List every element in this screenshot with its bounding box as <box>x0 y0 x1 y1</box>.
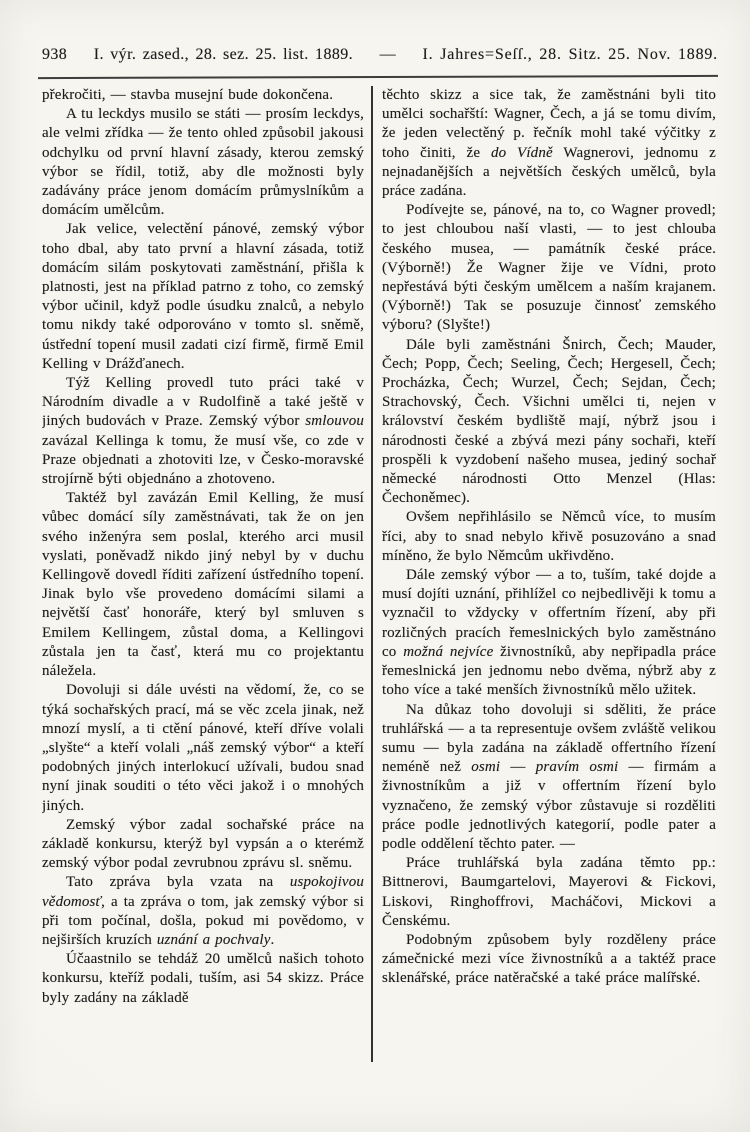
emphasized-text: pravím osmi <box>535 759 619 776</box>
paragraph <box>42 374 364 489</box>
emphasized-text: osmi <box>471 759 501 776</box>
paragraph <box>382 86 716 201</box>
text-run: Dále byli zaměstnáni Šnirch, Čech; Mauder, Čech; Popp, Čech; Seeling, Čech; Hergesell, Čech; Procházka, Čech; Wurzel, Čech; Sejdan, Čech; Strachovský, Čech. Všichni umělci ti, nejen v království českém bydliště mají, nýbrž jsou i národnosti české a zbývá mezi pány sochaři, kteří prospěli k vyzdobení našeho musea, jediný sochař německé národnosti Otto Menzel (Hlas: Čechoněmec). <box>382 336 716 507</box>
text-run: Účaastnilo se tehdáž 20 umělců našich tohoto konkursu, kteříž podali, tuším, asi 54 skizz. Práce byly zadány na základě <box>42 951 364 1006</box>
paragraph <box>382 931 716 989</box>
paragraph <box>382 854 716 931</box>
emphasized-text: smlouvou <box>305 413 364 430</box>
emphasized-text: do Vídně <box>490 144 553 161</box>
header-dash: — <box>379 46 396 63</box>
text-run: Tato zpráva byla vzata na <box>66 874 290 891</box>
text-run: Podívejte se, pánové, na to, co Wagner provedl; to jest chloubou naší vlasti, — to jest chlouba českého musea, — památník české práce. (Výborně!) Že Wagner žije ve Vídni, proto nepřestává býti českým umělcem a naším krajanem. (Výborně!) Tak se posuzuje činnosť zemského výboru? (Slyšte!) <box>382 202 716 334</box>
text-run: Podobným způsobem byly rozděleny práce zámečnické mezi více živnostníků a a taktéž prace sklenářské, práce natěračské a také práce malířské. <box>382 931 716 987</box>
column-left <box>42 86 364 1068</box>
session-info-german: I. Jahres=Seſſ., 28. Sitz. 25. Nov. 1889. <box>422 46 718 63</box>
paragraph <box>382 701 716 855</box>
text-run: těchto skizz a sice tak, že zaměstnáni byli tito umělci sochařští: Wagner, Čech, a já se tomu divím, že jeden velectěný p. řečník mohl také výčitky z toho činiti, že <box>382 87 716 161</box>
text-run: Ovšem nepřihlásilo se Němců více, to musím říci, aby to snad nebylo křivě posuzováno a snad míněno, že bylo Němcům ukřivděno. <box>382 509 716 564</box>
text-run: . <box>270 931 275 948</box>
paragraph <box>42 873 364 950</box>
text-run: Zemský výbor zadal sochařské práce na základě konkursu, kterýž byl vypsán a o kterémž zemský výbor podal zevrubnou zprávu sl. sněmu. <box>42 816 364 872</box>
text-run: — <box>500 759 536 776</box>
paragraph <box>42 220 364 374</box>
text-run: Dovoluji si dále uvésti na vědomí, že, co se týká sochařských prací, má se věc zcela jinak, než mnozí myslí, a ti ctění pánové, kteří dříve volali „slyšte“ a kteří volali „náš zemský výbor“ a kteří podobných jiných interlokucí užívali, budou snad nyní jinak souditi o této věci jakož i o mnohých jiných. <box>42 682 364 814</box>
text-run: A tu leckdys musilo se státi — prosím leckdys, ale velmi zřídka — že tento ohled způsobil jakousi odchylku od první hlavní zásady, kterou zemský výbor se řídil, totiž, aby dle možnosti byly zadávány práce jenom domácím průmyslníkům a domácím umělcům. <box>42 106 364 219</box>
paragraph <box>382 508 716 566</box>
page-number: 938 <box>42 46 68 63</box>
paragraph <box>382 201 716 335</box>
emphasized-text: uspokojivou vědomosť <box>42 874 364 910</box>
text-run: Dále zemský výbor — a to, tuším, také dojde a musí dojíti uznání, přihlížel co nejbedlivěji k tomu a vyznačil to vždycky v offertním řízení, aby při rozličných pracích řemeslnických bylo zaměstnáno co <box>382 567 716 660</box>
text-run: překročiti, — stavba musejní bude dokončena. <box>42 87 334 103</box>
text-run: Taktéž byl zavázán Emil Kelling, že musí vůbec domácí síly zaměstnávati, tak že on jen svého inženýra sem poslal, kterého arci musil vyslati, poněvadž nikdo jiný nebyl by v duchu Kellingově dovedl říditi zařízení ústředního topení. Jinak bylo vše provedeno domácími silami a největší časť honoráře, který byl smluven s Emilem Kellingem, zůstal doma, a Kellingovi zůstala jen ta časť, která mu co projektantu náležela. <box>42 490 364 680</box>
paragraph <box>42 86 364 105</box>
emphasized-text: uznání a pochvaly <box>156 931 271 948</box>
paragraph <box>42 816 364 874</box>
page-header <box>42 46 718 64</box>
session-info-czech: I. výr. zased., 28. sez. 25. list. 1889. <box>93 46 354 63</box>
paragraph <box>382 566 716 700</box>
paragraph <box>42 950 364 1008</box>
header-rule <box>38 75 718 79</box>
text-run: Práce truhlářská byla zadána těmto pp.: Bittnerovi, Baumgartelovi, Mayerovi & Fickovi, Liskovi, Ringhoffrovi, Macháčovi, Mickovi a Čenskému. <box>382 855 716 929</box>
text-run: Jak velice, velectění pánové, zemský výbor toho dbal, aby tato první a hlavní zásada, totiž domácím silám poskytovati zaměstnání, přišla k platnosti, jest na příklad patrno z toho, co zemský výbor učinil, když podle úsudku znalců, a nebylo tomu nikdy také odporováno v tomto sl. sněmě, ústřední topení musil zadati cizí firmě, firmě Emil Kelling v Drážďanech. <box>42 221 364 372</box>
text-run: — firmám a živnostníkům a již v offertním řízení bylo vyznačeno, že zemský výbor zůstavuje si rozděliti práce podle jednotlivých kategorií, podle pater a podle oddělení těchto pater. — <box>382 759 716 852</box>
text-run: živnostníků, aby nepřipadla práce řemeslnická jen jednomu nebo dvěma, nýbrž aby z toho více a také menších živnostníků mělo užitek. <box>382 643 716 699</box>
emphasized-text: možná nejvíce <box>403 643 494 660</box>
text-run: Wagnerovi, jednomu z nejnadanějších a největších českých umělců, byla práce zadána. <box>382 144 716 200</box>
text-run: Týž Kelling provedl tuto práci také v Národním divadle a v Rudolfině a také ještě v jiných budovách v Praze. Zemský výbor <box>42 375 364 430</box>
text-run: Na důkaz toho dovoluji si sděliti, že práce truhlářská — a ta representuje ovšem zvláště velikou sumu — byla zadána na základě offertního řízení neméně než <box>382 701 716 776</box>
paragraph <box>42 489 364 681</box>
paragraph <box>42 105 364 220</box>
paragraph <box>42 681 364 815</box>
text-run: zavázal Kellinga k tomu, že musí vše, co zde v Praze objednati a zhotoviti lze, v Česko-moravské strojírně býti objednáno a zhotoveno. <box>42 432 364 488</box>
paragraph <box>382 336 716 509</box>
column-right <box>382 86 716 1068</box>
text-run: , a ta zpráva o tom, jak zemský výbor si při tom počínal, došla, pokud mi povědomo, v nejširších kruzích <box>42 893 364 948</box>
column-divider <box>371 86 373 1062</box>
